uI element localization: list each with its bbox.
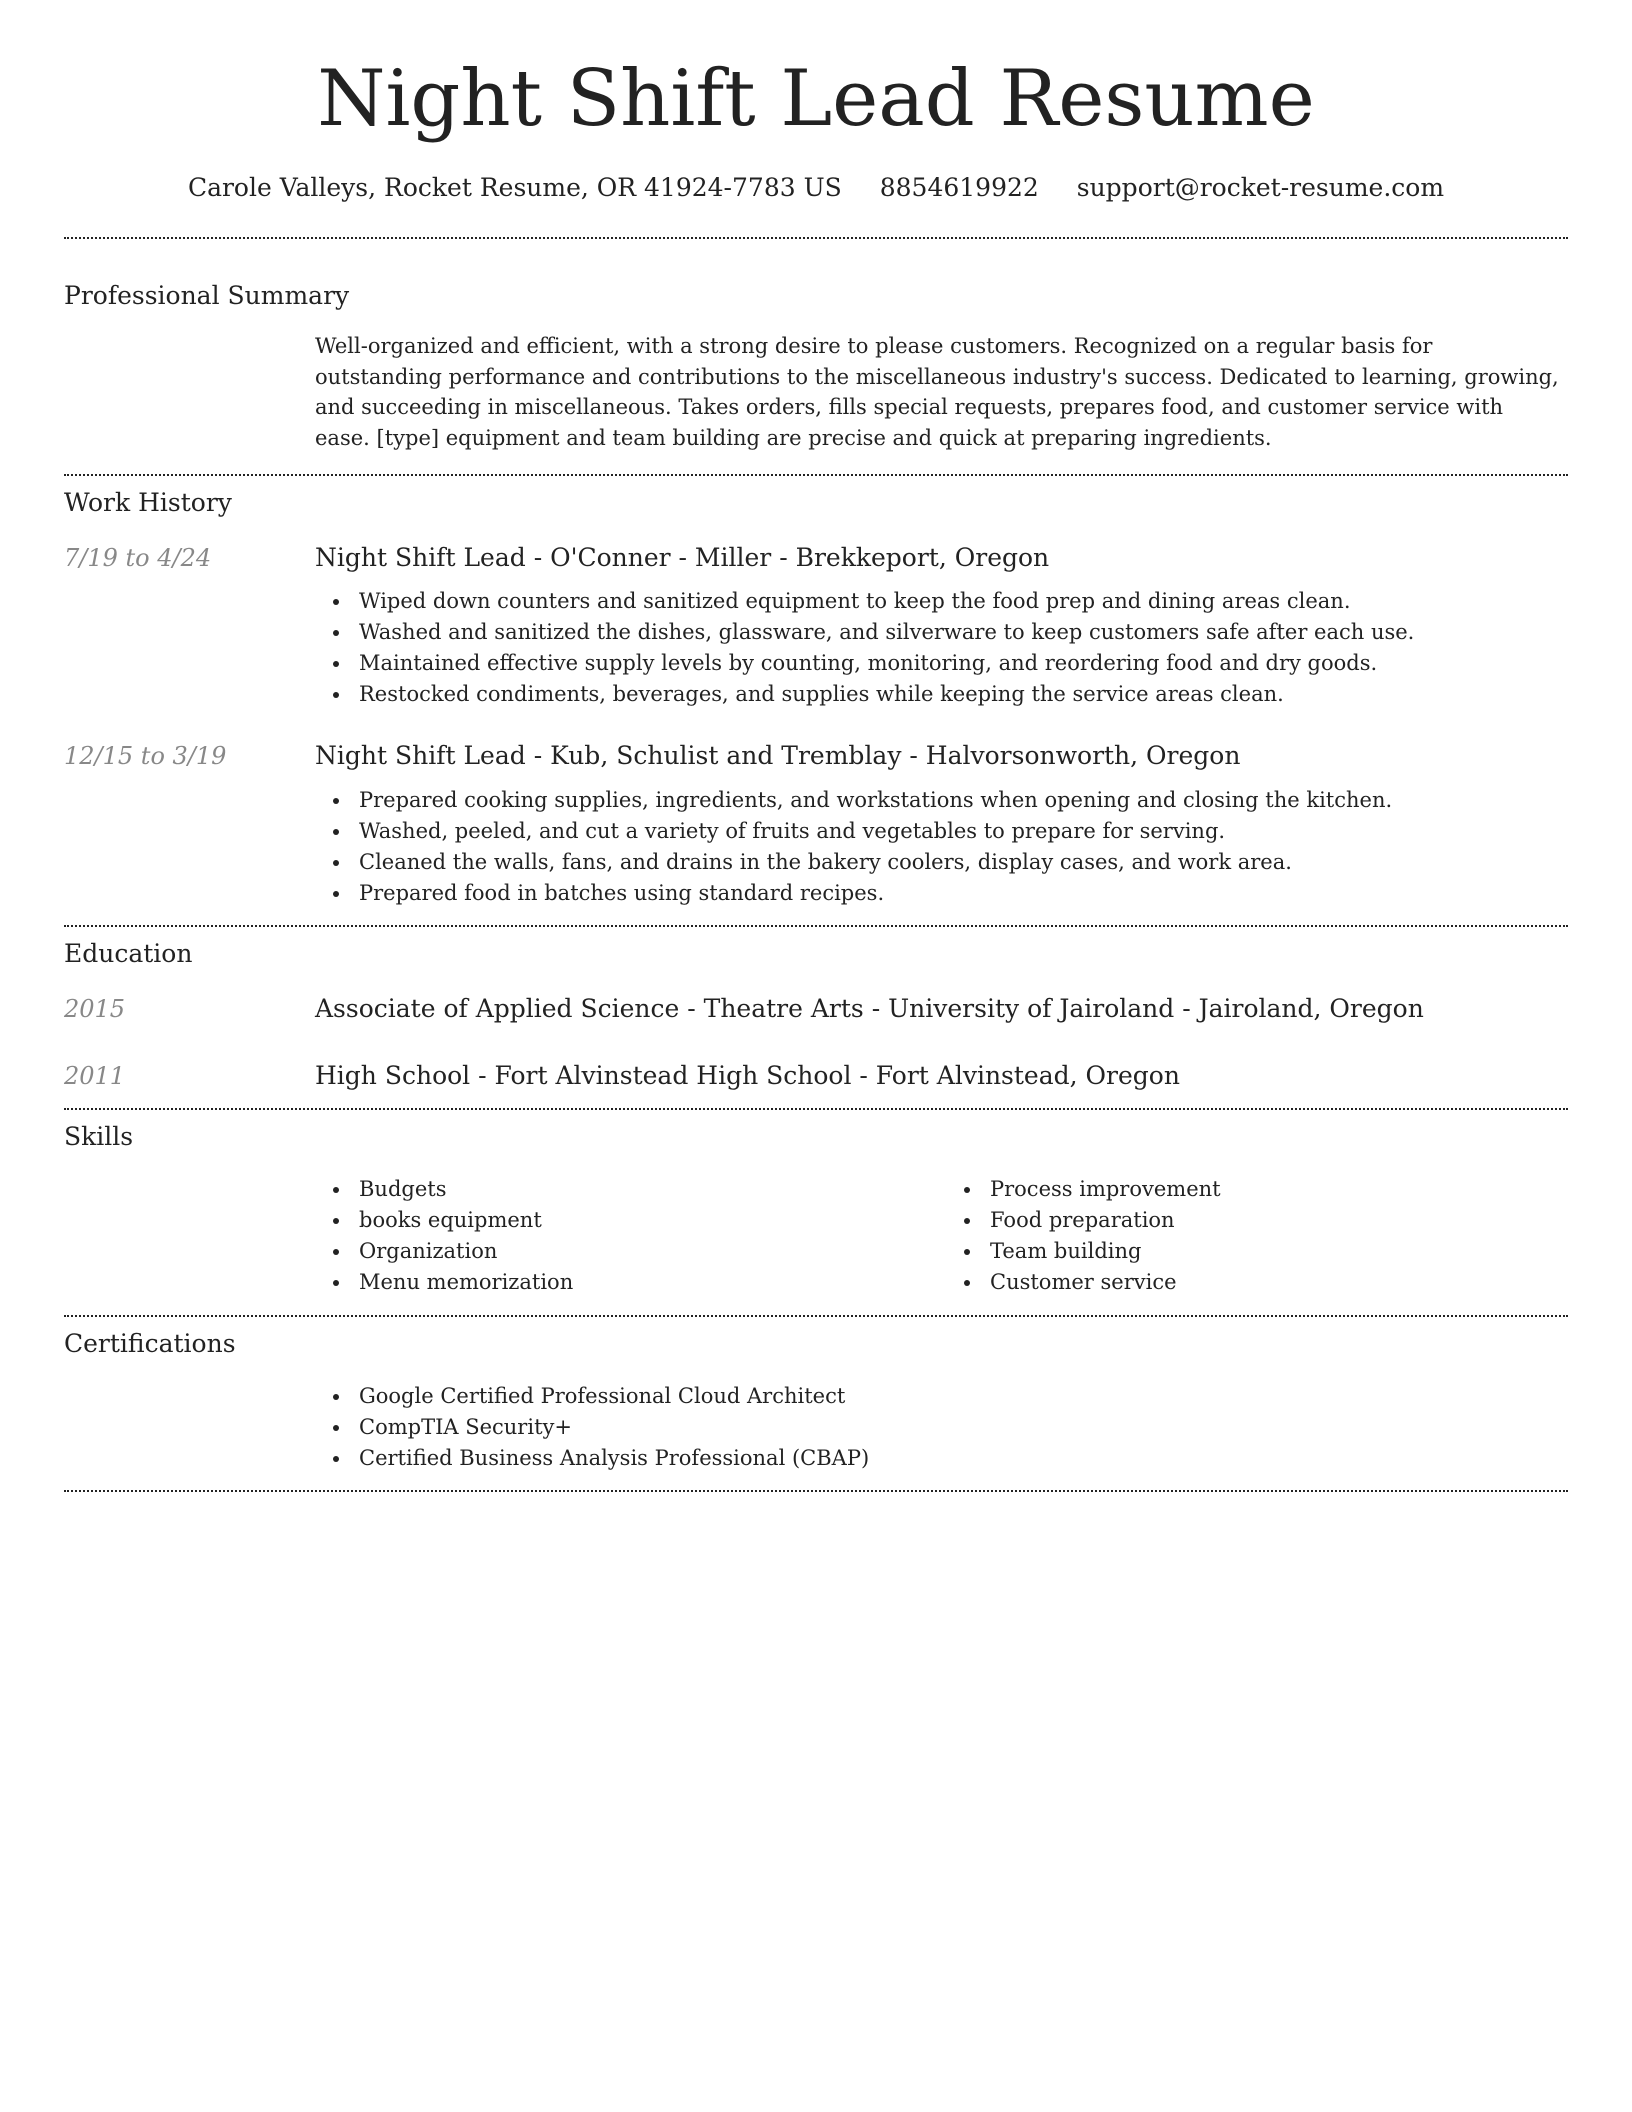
divider bbox=[64, 1108, 1568, 1110]
list-item: Washed, peeled, and cut a variety of fruits and vegetables to prepare for serving. bbox=[331, 816, 1568, 847]
list-item: CompTIA Security+ bbox=[331, 1412, 1568, 1443]
list-item: Customer service bbox=[962, 1267, 1577, 1298]
certifications-section bbox=[64, 1329, 1568, 1474]
list-item: Prepared food in batches using standard recipes. bbox=[331, 878, 1568, 909]
section-heading-education: Education bbox=[64, 939, 193, 969]
list-item: Process improvement bbox=[962, 1174, 1577, 1205]
job-bullets bbox=[331, 586, 1568, 710]
divider bbox=[64, 237, 1568, 239]
list-item: Food preparation bbox=[962, 1205, 1577, 1236]
contact-phone: 8854619922 bbox=[879, 173, 1039, 202]
section-heading-summary: Professional Summary bbox=[64, 281, 350, 310]
resume-page bbox=[64, 0, 1568, 1492]
list-item: Google Certified Professional Cloud Architect bbox=[331, 1381, 1568, 1412]
summary-section bbox=[64, 281, 1568, 454]
education-year: 2015 bbox=[64, 995, 126, 1024]
education-year: 2011 bbox=[64, 1061, 126, 1090]
divider bbox=[64, 474, 1568, 476]
summary-text: Well-organized and efficient, with a strong desire to please customers. Recognized on a regular basis for outstanding performance and contributions to the miscellaneous industry's success. Dedicated to learning, growing, and succeeding in miscellaneous. Takes orders, fills special requests, prepares food, and customer service with ease. [type] equipment and team building are precise and quick at preparing ingredients. bbox=[315, 334, 1559, 450]
list-item: Budgets bbox=[331, 1174, 946, 1205]
job-title: Night Shift Lead - Kub, Schulist and Tremblay - Halvorsonworth, Oregon bbox=[315, 741, 1241, 771]
skills-list-left bbox=[331, 1174, 946, 1298]
contact-email: support@rocket-resume.com bbox=[1076, 173, 1445, 202]
divider bbox=[64, 925, 1568, 927]
list-item: Maintained effective supply levels by counting, monitoring, and reordering food and dry goods. bbox=[331, 648, 1568, 679]
list-item: Certified Business Analysis Professional (CBAP) bbox=[331, 1443, 1568, 1474]
list-item: Organization bbox=[331, 1236, 946, 1267]
contact-line bbox=[64, 173, 1568, 203]
section-heading-certifications: Certifications bbox=[64, 1328, 236, 1358]
education-text: Associate of Applied Science - Theatre Arts - University of Jairoland - Jairoland, Oregon bbox=[315, 994, 1424, 1024]
section-heading-skills: Skills bbox=[64, 1122, 134, 1152]
skills-section bbox=[64, 1122, 1568, 1298]
list-item: Team building bbox=[962, 1236, 1577, 1267]
job-entry bbox=[64, 542, 1568, 711]
job-title: Night Shift Lead - O'Conner - Miller - Brekkeport, Oregon bbox=[315, 542, 1050, 572]
divider bbox=[64, 1490, 1568, 1492]
work-history-section bbox=[64, 488, 1568, 910]
list-item: Wiped down counters and sanitized equipment to keep the food prep and dining areas clean. bbox=[331, 586, 1568, 617]
education-entry bbox=[64, 1060, 1568, 1093]
education-entry bbox=[64, 993, 1568, 1026]
list-item: Restocked condiments, beverages, and supplies while keeping the service areas clean. bbox=[331, 679, 1568, 710]
job-dates: 7/19 to 4/24 bbox=[64, 543, 212, 572]
job-dates: 12/15 to 3/19 bbox=[64, 742, 227, 771]
education-text: High School - Fort Alvinstead High School - Fort Alvinstead, Oregon bbox=[315, 1060, 1180, 1090]
skills-list-right bbox=[962, 1174, 1577, 1298]
list-item: Prepared cooking supplies, ingredients, and workstations when opening and closing the kitchen. bbox=[331, 785, 1568, 816]
certifications-list bbox=[331, 1381, 1568, 1474]
page-title: Night Shift Lead Resume bbox=[317, 54, 1315, 144]
list-item: Washed and sanitized the dishes, glassware, and silverware to keep customers safe after each use. bbox=[331, 617, 1568, 648]
list-item: Cleaned the walls, fans, and drains in the bakery coolers, display cases, and work area. bbox=[331, 847, 1568, 878]
divider bbox=[64, 1315, 1568, 1317]
list-item: Menu memorization bbox=[331, 1267, 946, 1298]
education-section bbox=[64, 939, 1568, 1092]
job-entry bbox=[64, 740, 1568, 909]
section-heading-work: Work History bbox=[64, 487, 232, 517]
contact-address: Carole Valleys, Rocket Resume, OR 41924-7783 US bbox=[187, 173, 842, 202]
job-bullets bbox=[331, 785, 1568, 909]
list-item: books equipment bbox=[331, 1205, 946, 1236]
